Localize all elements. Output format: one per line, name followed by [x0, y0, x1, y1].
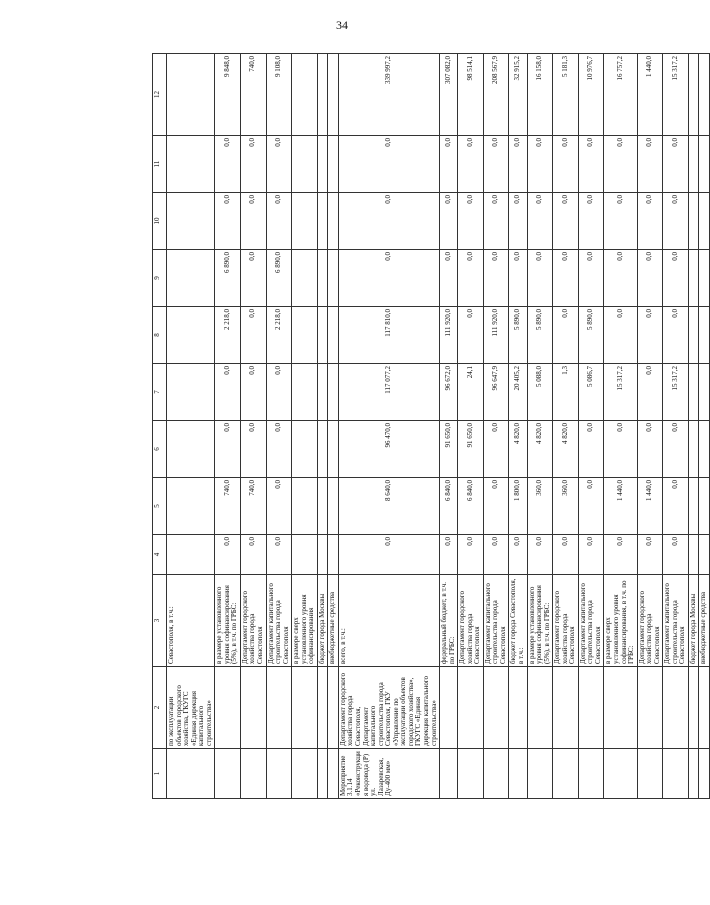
- value-cell: 1 800,0: [509, 478, 527, 535]
- cell-c2: [688, 667, 699, 749]
- value-cell: 0,0: [483, 421, 509, 478]
- value-cell: [328, 54, 339, 136]
- value-cell: 0,0: [578, 193, 604, 250]
- value-cell: 0,0: [663, 478, 689, 535]
- cell-c2: [527, 667, 553, 749]
- header-row: [153, 54, 167, 799]
- value-cell: 91 650,0: [458, 421, 484, 478]
- value-cell: [688, 193, 699, 250]
- cell-c1: [215, 749, 241, 799]
- cell-c3: внебюджетные средства: [328, 575, 339, 667]
- table-row: [527, 54, 553, 799]
- value-cell: 96 470,0: [338, 421, 439, 478]
- value-cell: [328, 193, 339, 250]
- value-cell: 0,0: [266, 136, 292, 193]
- value-cell: 0,0: [240, 364, 266, 421]
- table-row: [604, 54, 637, 799]
- cell-c1: [292, 749, 318, 799]
- cell-c3: Департамент городского хозяйства города Севастополя: [458, 575, 484, 667]
- value-cell: [317, 136, 328, 193]
- value-cell: 0,0: [527, 250, 553, 307]
- value-cell: 0,0: [637, 364, 663, 421]
- cell-c3: Департамент капитального строительства города Севастополя: [483, 575, 509, 667]
- cell-c3: всего, в т.ч.:: [338, 575, 439, 667]
- cell-c1: [699, 749, 710, 799]
- value-cell: 0,0: [509, 193, 527, 250]
- value-cell: [292, 478, 318, 535]
- value-cell: 1 440,0: [637, 478, 663, 535]
- value-cell: [699, 364, 710, 421]
- column-header: 6: [153, 421, 167, 478]
- value-cell: [699, 250, 710, 307]
- value-cell: [292, 136, 318, 193]
- table-row: [509, 54, 527, 799]
- value-cell: 0,0: [440, 535, 458, 575]
- cell-c3: Севастополя, в т.ч.:: [167, 575, 215, 667]
- cell-c3: Департамент городского хозяйства города Севастополя: [553, 575, 579, 667]
- value-cell: 0,0: [215, 193, 241, 250]
- table-row: [328, 54, 339, 799]
- cell-c3: бюджет города Москвы: [688, 575, 699, 667]
- value-cell: 91 650,0: [440, 421, 458, 478]
- value-cell: 0,0: [440, 136, 458, 193]
- value-cell: 0,0: [553, 136, 579, 193]
- value-cell: 0,0: [215, 535, 241, 575]
- column-header: 8: [153, 307, 167, 364]
- value-cell: 360,0: [553, 478, 579, 535]
- cell-c1: [509, 749, 527, 799]
- cell-c2: [483, 667, 509, 749]
- value-cell: 0,0: [553, 535, 579, 575]
- value-cell: [292, 364, 318, 421]
- value-cell: 0,0: [663, 307, 689, 364]
- value-cell: 0,0: [266, 364, 292, 421]
- value-cell: 96 647,9: [483, 364, 509, 421]
- value-cell: 0,0: [240, 136, 266, 193]
- value-cell: 5 088,0: [527, 364, 553, 421]
- value-cell: 0,0: [663, 421, 689, 478]
- value-cell: 0,0: [553, 193, 579, 250]
- value-cell: 0,0: [215, 364, 241, 421]
- value-cell: [688, 54, 699, 136]
- cell-c1: [527, 749, 553, 799]
- value-cell: 208 567,9: [483, 54, 509, 136]
- value-cell: 360,0: [527, 478, 553, 535]
- value-cell: 0,0: [458, 136, 484, 193]
- cell-c1: [440, 749, 458, 799]
- value-cell: 0,0: [266, 535, 292, 575]
- value-cell: 0,0: [578, 535, 604, 575]
- cell-c1: [167, 749, 215, 799]
- value-cell: 0,0: [440, 193, 458, 250]
- value-cell: 0,0: [527, 136, 553, 193]
- value-cell: 0,0: [527, 535, 553, 575]
- value-cell: 20 405,2: [509, 364, 527, 421]
- value-cell: [292, 250, 318, 307]
- value-cell: 0,0: [483, 478, 509, 535]
- cell-c2: [292, 667, 318, 749]
- cell-c1: [240, 749, 266, 799]
- cell-c3: Департамент городского хозяйства города Севастополя: [240, 575, 266, 667]
- table-row: [699, 54, 710, 799]
- value-cell: 0,0: [266, 193, 292, 250]
- value-cell: 0,0: [553, 307, 579, 364]
- value-cell: [317, 364, 328, 421]
- value-cell: 0,0: [266, 478, 292, 535]
- value-cell: [167, 535, 215, 575]
- value-cell: [699, 193, 710, 250]
- cell-c2: [266, 667, 292, 749]
- value-cell: 0,0: [637, 193, 663, 250]
- page-number: 34: [336, 18, 348, 32]
- column-header: 10: [153, 193, 167, 250]
- table-row: [266, 54, 292, 799]
- value-cell: 0,0: [215, 421, 241, 478]
- value-cell: 0,0: [663, 535, 689, 575]
- value-cell: 0,0: [509, 250, 527, 307]
- value-cell: [317, 250, 328, 307]
- value-cell: 0,0: [637, 250, 663, 307]
- value-cell: 2 218,0: [215, 307, 241, 364]
- column-header: 9: [153, 250, 167, 307]
- value-cell: 0,0: [509, 136, 527, 193]
- value-cell: 0,0: [458, 307, 484, 364]
- value-cell: [328, 250, 339, 307]
- value-cell: 0,0: [604, 250, 637, 307]
- value-cell: 15 317,2: [663, 364, 689, 421]
- cell-c3: в размере установленного уровня софинансирования (5%), в т.ч. по ГРБС:: [215, 575, 241, 667]
- value-cell: 0,0: [440, 250, 458, 307]
- value-cell: [699, 307, 710, 364]
- column-header: 4: [153, 535, 167, 575]
- value-cell: 96 672,0: [440, 364, 458, 421]
- cell-c2: [699, 667, 710, 749]
- value-cell: [328, 478, 339, 535]
- cell-c1: [483, 749, 509, 799]
- value-cell: [317, 478, 328, 535]
- value-cell: [699, 421, 710, 478]
- cell-c2: по эксплуатации объектов городского хозяйства, ГКУГС «Единая дирекция капитального строительства»: [167, 667, 215, 749]
- value-cell: 0,0: [240, 307, 266, 364]
- value-cell: 15 317,2: [663, 54, 689, 136]
- value-cell: [167, 478, 215, 535]
- value-cell: 24,1: [458, 364, 484, 421]
- value-cell: 6 890,0: [215, 250, 241, 307]
- value-cell: 0,0: [509, 535, 527, 575]
- cell-c1: [458, 749, 484, 799]
- value-cell: 0,0: [637, 535, 663, 575]
- column-header: 12: [153, 54, 167, 136]
- cell-c2: [440, 667, 458, 749]
- value-cell: [688, 478, 699, 535]
- value-cell: 4 820,0: [527, 421, 553, 478]
- value-cell: 0,0: [458, 193, 484, 250]
- value-cell: [699, 478, 710, 535]
- value-cell: 2 218,0: [266, 307, 292, 364]
- value-cell: 0,0: [578, 478, 604, 535]
- cell-c2: [317, 667, 328, 749]
- cell-c2: [509, 667, 527, 749]
- value-cell: [317, 193, 328, 250]
- value-cell: 0,0: [663, 250, 689, 307]
- cell-c1: [688, 749, 699, 799]
- value-cell: 0,0: [578, 421, 604, 478]
- cell-c2: [637, 667, 663, 749]
- value-cell: [328, 535, 339, 575]
- value-cell: 5 890,0: [509, 307, 527, 364]
- value-cell: 0,0: [604, 535, 637, 575]
- value-cell: 0,0: [215, 136, 241, 193]
- value-cell: 0,0: [240, 421, 266, 478]
- value-cell: 8 640,0: [338, 478, 439, 535]
- value-cell: 0,0: [240, 250, 266, 307]
- value-cell: 0,0: [458, 535, 484, 575]
- value-cell: 6 840,0: [440, 478, 458, 535]
- cell-c3: Департамент капитального строительства города Севастополя: [578, 575, 604, 667]
- value-cell: 10 976,7: [578, 54, 604, 136]
- value-cell: [328, 364, 339, 421]
- value-cell: [167, 421, 215, 478]
- value-cell: 117 077,2: [338, 364, 439, 421]
- value-cell: 0,0: [527, 193, 553, 250]
- value-cell: 5 890,0: [578, 307, 604, 364]
- value-cell: 9 108,0: [266, 54, 292, 136]
- value-cell: 0,0: [338, 535, 439, 575]
- value-cell: 0,0: [663, 193, 689, 250]
- value-cell: 339 997,2: [338, 54, 439, 136]
- value-cell: 32 915,2: [509, 54, 527, 136]
- table-row: [637, 54, 663, 799]
- table-row: [292, 54, 318, 799]
- value-cell: [317, 535, 328, 575]
- cell-c1: [578, 749, 604, 799]
- value-cell: 0,0: [604, 307, 637, 364]
- value-cell: [292, 535, 318, 575]
- value-cell: 740,0: [240, 54, 266, 136]
- cell-c1: [553, 749, 579, 799]
- value-cell: 6 890,0: [266, 250, 292, 307]
- value-cell: [167, 193, 215, 250]
- budget-table-container: [152, 54, 708, 799]
- value-cell: [317, 307, 328, 364]
- value-cell: [699, 136, 710, 193]
- value-cell: 0,0: [637, 136, 663, 193]
- value-cell: 740,0: [215, 478, 241, 535]
- value-cell: 0,0: [637, 307, 663, 364]
- value-cell: [699, 54, 710, 136]
- cell-c3: в размере установленного уровня софинансирования (5%), в т.ч. по ГРБС:: [527, 575, 553, 667]
- table-row: [240, 54, 266, 799]
- cell-c2: [215, 667, 241, 749]
- value-cell: 0,0: [604, 421, 637, 478]
- value-cell: [688, 421, 699, 478]
- value-cell: 5 181,3: [553, 54, 579, 136]
- value-cell: 307 082,0: [440, 54, 458, 136]
- cell-c3: Департамент капитального строительства города Севастополя: [266, 575, 292, 667]
- table-row: [338, 54, 439, 799]
- value-cell: 0,0: [637, 421, 663, 478]
- table-row: [578, 54, 604, 799]
- value-cell: 4 820,0: [553, 421, 579, 478]
- value-cell: [699, 535, 710, 575]
- column-header: 2: [153, 667, 167, 749]
- cell-c1: [663, 749, 689, 799]
- cell-c3: в размере сверх установленного уровня софинансирования: [292, 575, 318, 667]
- cell-c2: [604, 667, 637, 749]
- value-cell: [167, 54, 215, 136]
- table-row: [215, 54, 241, 799]
- value-cell: [292, 193, 318, 250]
- value-cell: [317, 54, 328, 136]
- value-cell: 0,0: [483, 250, 509, 307]
- budget-table: [152, 53, 710, 799]
- cell-c2: [663, 667, 689, 749]
- table-row: [458, 54, 484, 799]
- value-cell: 0,0: [553, 250, 579, 307]
- value-cell: 5 086,7: [578, 364, 604, 421]
- value-cell: [167, 250, 215, 307]
- value-cell: 0,0: [240, 193, 266, 250]
- cell-c3: внебюджетные средства: [699, 575, 710, 667]
- cell-c1: [637, 749, 663, 799]
- cell-c3: Департамент капитального строительства города Севастополя: [663, 575, 689, 667]
- value-cell: [688, 535, 699, 575]
- column-header: 5: [153, 478, 167, 535]
- table-row: [317, 54, 328, 799]
- value-cell: 0,0: [578, 250, 604, 307]
- value-cell: 0,0: [604, 136, 637, 193]
- value-cell: 0,0: [240, 535, 266, 575]
- value-cell: [292, 54, 318, 136]
- cell-c1: [604, 749, 637, 799]
- cell-c2: [240, 667, 266, 749]
- value-cell: [688, 136, 699, 193]
- value-cell: [292, 307, 318, 364]
- column-header: 11: [153, 136, 167, 193]
- cell-c1: [328, 749, 339, 799]
- cell-c1: Мероприятие 3.1.14 «Реконструкция водовода (Р) ул. Лазаревская, Ду-400 мм»: [338, 749, 439, 799]
- value-cell: 0,0: [604, 193, 637, 250]
- value-cell: 0,0: [266, 421, 292, 478]
- value-cell: 0,0: [483, 136, 509, 193]
- cell-c2: [553, 667, 579, 749]
- value-cell: [688, 307, 699, 364]
- cell-c2: [458, 667, 484, 749]
- value-cell: 111 920,0: [440, 307, 458, 364]
- value-cell: 0,0: [338, 193, 439, 250]
- value-cell: 0,0: [483, 535, 509, 575]
- value-cell: [328, 136, 339, 193]
- value-cell: 15 317,2: [604, 364, 637, 421]
- value-cell: 9 848,0: [215, 54, 241, 136]
- cell-c3: Департамент городского хозяйства города Севастополя: [637, 575, 663, 667]
- value-cell: 1,3: [553, 364, 579, 421]
- value-cell: 0,0: [483, 193, 509, 250]
- cell-c2: [578, 667, 604, 749]
- value-cell: 111 920,0: [483, 307, 509, 364]
- value-cell: [688, 364, 699, 421]
- value-cell: [688, 250, 699, 307]
- table-row: [440, 54, 458, 799]
- cell-c3: бюджет города Севастополя, в т.ч.:: [509, 575, 527, 667]
- value-cell: 0,0: [338, 136, 439, 193]
- value-cell: 4 820,0: [509, 421, 527, 478]
- cell-c3: бюджет города Москвы: [317, 575, 328, 667]
- table-row: [663, 54, 689, 799]
- value-cell: 117 810,0: [338, 307, 439, 364]
- value-cell: 16 757,2: [604, 54, 637, 136]
- table-row: [483, 54, 509, 799]
- table-row: [553, 54, 579, 799]
- cell-c2: [328, 667, 339, 749]
- cell-c1: [317, 749, 328, 799]
- value-cell: 6 840,0: [458, 478, 484, 535]
- column-header: 7: [153, 364, 167, 421]
- value-cell: 0,0: [663, 136, 689, 193]
- value-cell: [317, 421, 328, 478]
- table-row: [167, 54, 215, 799]
- value-cell: [167, 307, 215, 364]
- value-cell: 0,0: [338, 250, 439, 307]
- value-cell: 0,0: [458, 250, 484, 307]
- value-cell: 98 514,1: [458, 54, 484, 136]
- cell-c3: федеральный бюджет, в т.ч. по ГРБС:: [440, 575, 458, 667]
- cell-c1: [266, 749, 292, 799]
- value-cell: 5 890,0: [527, 307, 553, 364]
- value-cell: 740,0: [240, 478, 266, 535]
- value-cell: 1 440,0: [604, 478, 637, 535]
- cell-c3: в размере сверх установленного уровня софинансирования, в т.ч. по ГРБС:: [604, 575, 637, 667]
- value-cell: [167, 136, 215, 193]
- value-cell: [292, 421, 318, 478]
- table-row: [688, 54, 699, 799]
- table-body: [167, 54, 710, 799]
- value-cell: [328, 421, 339, 478]
- column-header: 1: [153, 749, 167, 799]
- column-header: 3: [153, 575, 167, 667]
- cell-c2: Департамент городского хозяйства города Севастополя, Департамент капитального строительства города Севастополя, ГКУ «Управление по эксплуатации объектов городского хозяйства», ГКУГС «Единая дирекция капитального строительства»: [338, 667, 439, 749]
- value-cell: 0,0: [578, 136, 604, 193]
- value-cell: 1 440,0: [637, 54, 663, 136]
- value-cell: 16 158,0: [527, 54, 553, 136]
- value-cell: [328, 307, 339, 364]
- value-cell: [167, 364, 215, 421]
